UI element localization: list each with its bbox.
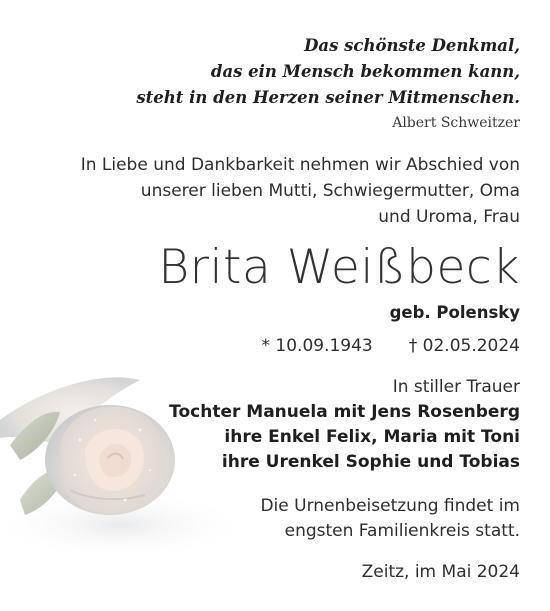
mourner-line: ihre Urenkel Sophie und Tobias [221, 452, 520, 472]
maiden-name: geb. Polensky [389, 303, 520, 322]
mourner-line: Tochter Manuela mit Jens Rosenberg [169, 402, 520, 422]
mourners-block [169, 375, 520, 475]
place-and-date: Zeitz, im Mai 2024 [361, 562, 520, 582]
death-date: † 02.05.2024 [408, 336, 520, 356]
mourning-heading: In stiller Trauer [392, 377, 520, 397]
life-dates [262, 336, 521, 356]
intro-line: In Liebe und Dankbarkeit nehmen wir Abschied von [80, 155, 520, 175]
birth-date: * 10.09.1943 [261, 336, 373, 356]
mourner-line: ihre Enkel Felix, Maria mit Toni [224, 427, 520, 447]
quote-line: steht in den Herzen seiner Mitmenschen. [136, 88, 520, 107]
intro-text [81, 152, 520, 230]
quote-line: Das schönste Denkmal, [304, 36, 520, 55]
intro-line: unserer lieben Mutti, Schwiegermutter, Oma [140, 181, 520, 201]
quote-line: das ein Mensch bekommen kann, [210, 62, 520, 81]
quote [136, 33, 520, 111]
burial-info [260, 494, 520, 544]
quote-author: Albert Schweitzer [392, 115, 520, 131]
burial-line: Die Urnenbeisetzung findet im [260, 496, 520, 516]
intro-line: und Uroma, Frau [378, 207, 520, 227]
deceased-name: Brita Weißbeck [158, 240, 520, 295]
burial-line: engsten Familienkreis statt. [284, 521, 520, 541]
